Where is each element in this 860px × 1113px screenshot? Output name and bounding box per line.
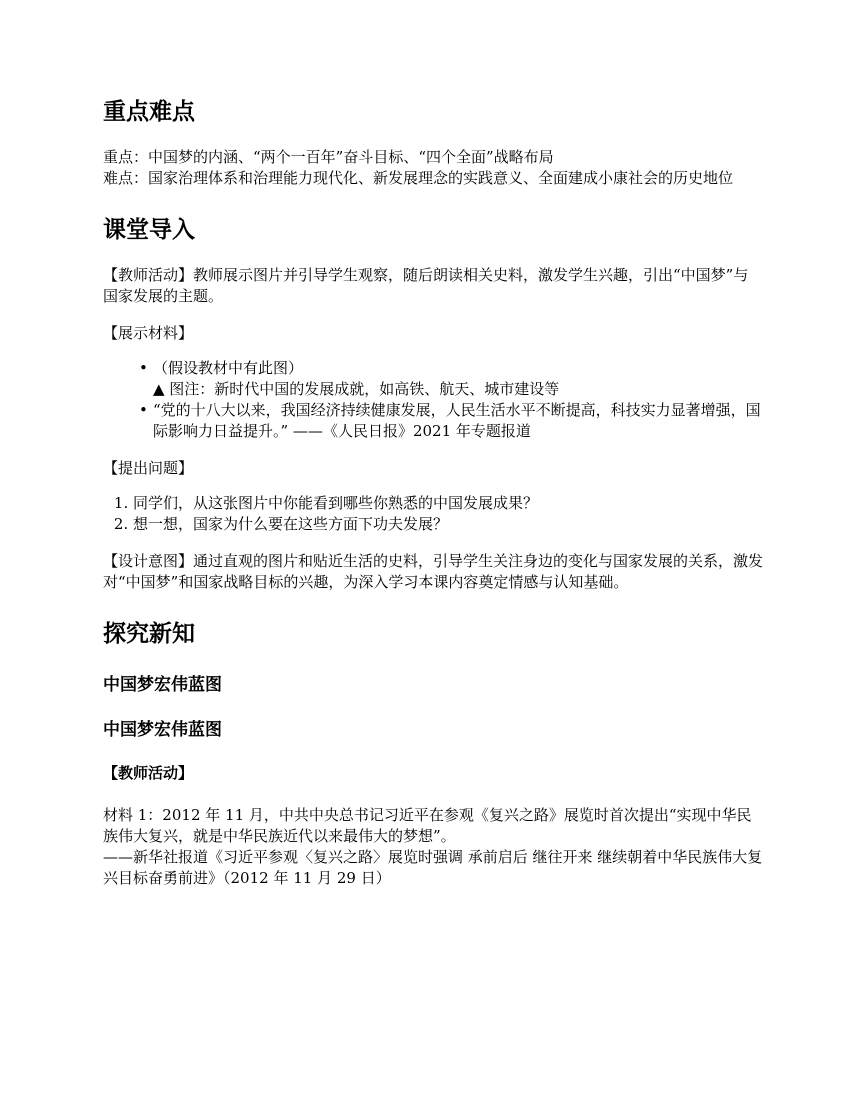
material-1-source: ——新华社报道《习近平参观〈复兴之路〉展览时强调 承前启后 继往开来 继续朝着中华民族伟大复兴目标奋勇前进》（2012 年 11 月 29 日） [103, 848, 763, 887]
questions-list [103, 493, 763, 535]
material-text: “党的十八大以来，我国经济持续健康发展，人民生活水平不断提高，科技实力显著增强，国际影响力日益提升。” ——《人民日报》2021 年专题报道 [153, 401, 761, 440]
focus-text: 重点：中国梦的内涵、“两个一百年”奋斗目标、“四个全面”战略布局 [103, 148, 554, 166]
bullet-icon: • [139, 359, 148, 377]
subheading-blueprint-1: 中国梦宏伟蓝图 [103, 675, 222, 695]
list-item [139, 358, 763, 400]
material-1-text: 材料 1：2012 年 11 月，中共中央总书记习近平在参观《复兴之路》展览时首次提出“实现中华民族伟大复兴，就是中华民族近代以来最伟大的梦想”。 [103, 806, 752, 845]
materials-list [103, 358, 763, 442]
intro-teacher-activity: 【教师活动】教师展示图片并引导学生观察，随后朗读相关史料，激发学生兴趣，引出“中国梦”与国家发展的主题。 [103, 266, 749, 305]
heading-intro: 课堂导入 [103, 217, 195, 243]
materials-label: 【展示材料】 [103, 324, 194, 342]
subheading-blueprint-2: 中国梦宏伟蓝图 [103, 720, 222, 740]
material-text: （假设教材中有此图） [153, 359, 304, 377]
questions-label: 【提出问题】 [103, 459, 194, 477]
heading-explore: 探究新知 [103, 621, 195, 647]
question-item: 2. 想一想，国家为什么要在这些方面下功夫发展？ [133, 514, 763, 535]
list-item [139, 400, 763, 442]
material-caption: ▲ 图注：新时代中国的发展成就，如高铁、航天、城市建设等 [153, 380, 560, 398]
bullet-icon: • [139, 401, 148, 419]
question-item: 1. 同学们，从这张图片中你能看到哪些你熟悉的中国发展成果？ [133, 493, 763, 514]
heading-key-points: 重点难点 [103, 99, 195, 125]
difficulty-text: 难点：国家治理体系和治理能力现代化、新发展理念的实践意义、全面建成小康社会的历史地位 [103, 169, 734, 187]
teacher-activity-label: 【教师活动】 [103, 764, 194, 782]
design-intent-text: 【设计意图】通过直观的图片和贴近生活的史料，引导学生关注身边的变化与国家发展的关系，激发对“中国梦”和国家战略目标的兴趣，为深入学习本课内容奠定情感与认知基础。 [103, 552, 764, 591]
document-content [103, 97, 763, 889]
